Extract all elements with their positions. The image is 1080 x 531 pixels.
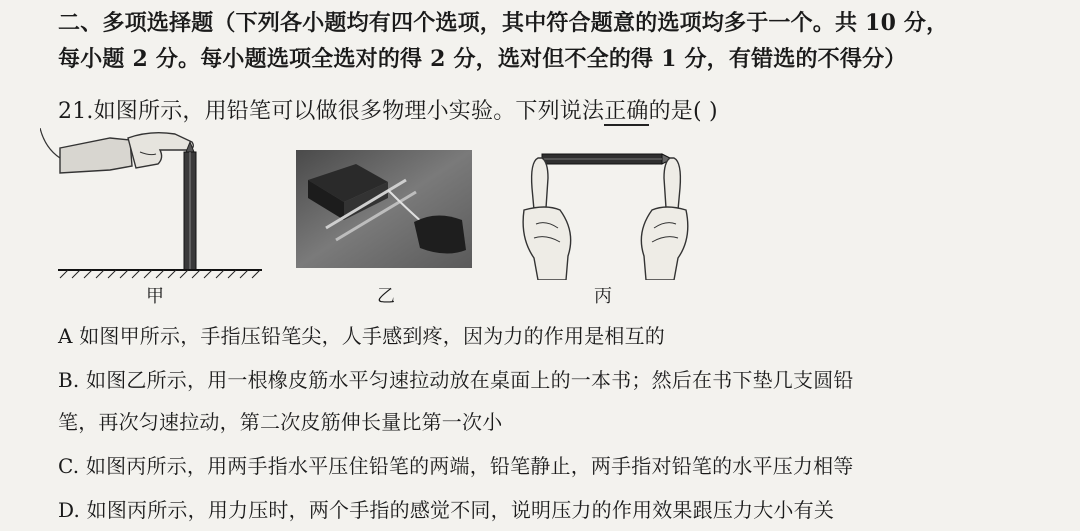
question-stem: [58, 94, 718, 125]
figure-label-bing: 丙: [594, 286, 612, 307]
figure-label-jia: 甲: [146, 286, 164, 307]
section-title-line2: 每小题 2 分。每小题选项全选对的得 2 分，选对但不全的得 1 分，有错选的不得分）: [58, 46, 907, 72]
section-title-line1: 二、多项选择题（下列各小题均有四个选项，其中符合题意的选项均多于一个。共 10 分，: [58, 10, 949, 36]
figure-bing: [516, 148, 694, 280]
question-stem-emphasis: 正确: [604, 99, 649, 124]
question-stem-prefix: 21.如图所示，用铅笔可以做很多物理小实验。下列说法: [58, 99, 605, 124]
option-b-line1: B. 如图乙所示，用一根橡皮筋水平匀速拉动放在桌面上的一本书；然后在书下垫几支圆铅: [58, 368, 854, 392]
figure-label-yi: 乙: [377, 286, 395, 307]
option-a: A 如图甲所示，手指压铅笔尖，人手感到疼，因为力的作用是相互的: [58, 324, 666, 348]
figure-jia: [40, 128, 270, 283]
option-b-line2: 笔，再次匀速拉动，第二次皮筋伸长量比第一次小: [58, 410, 503, 434]
question-stem-suffix: 的是( ): [648, 99, 718, 124]
option-d: D. 如图丙所示，用力压时，两个手指的感觉不同，说明压力的作用效果跟压力大小有关: [58, 498, 835, 522]
figure-yi: [296, 150, 472, 268]
option-c: C. 如图丙所示，用两手指水平压住铅笔的两端，铅笔静止，两手指对铅笔的水平压力相等: [58, 454, 854, 478]
